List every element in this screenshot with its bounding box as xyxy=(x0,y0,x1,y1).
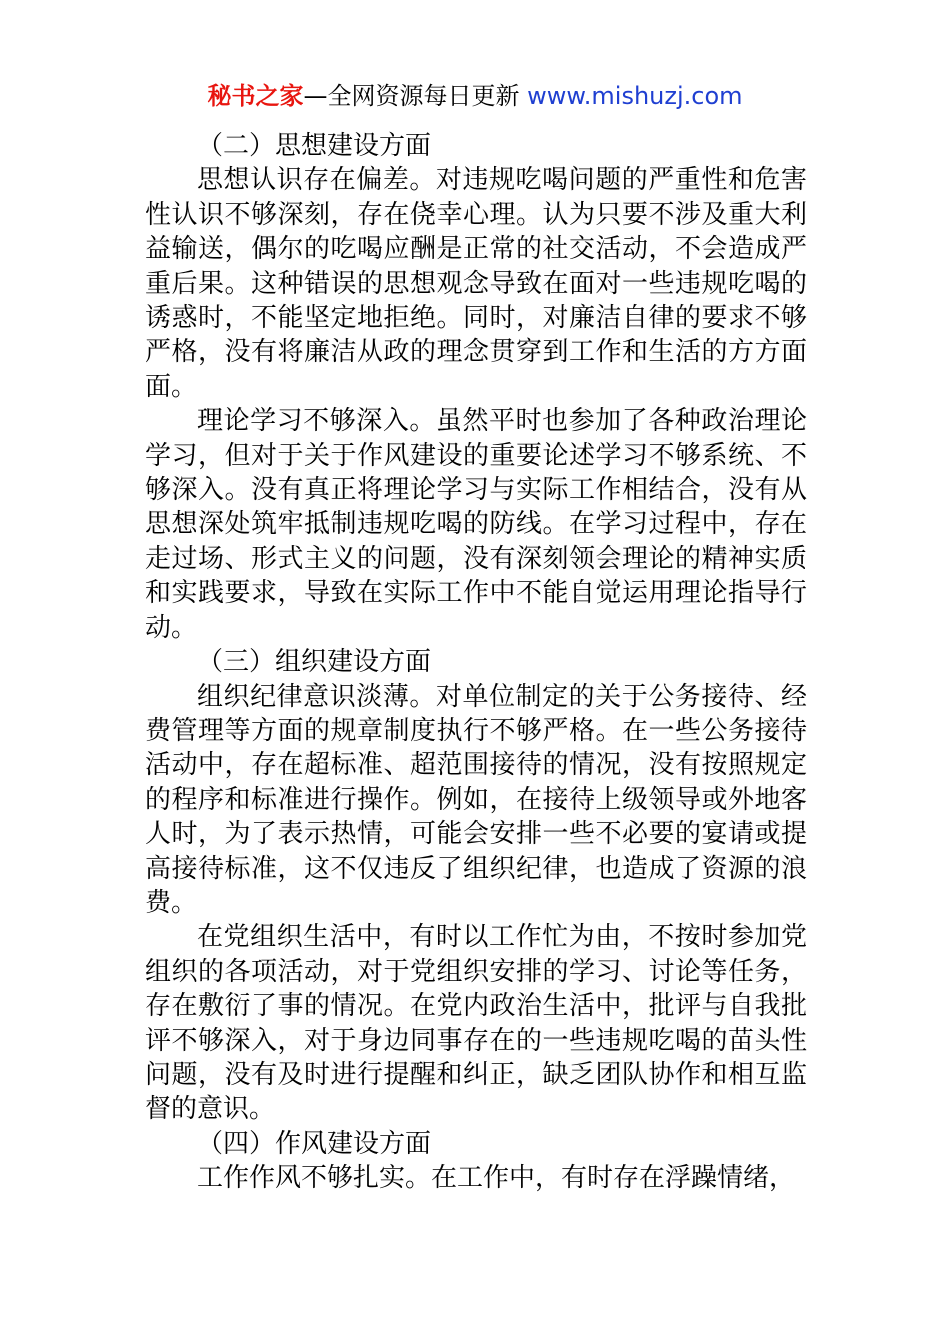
paragraph: 思想认识存在偏差。对违规吃喝问题的严重性和危害性认识不够深刻，存在侥幸心理。认为只要不涉及重大利益输送，偶尔的吃喝应酬是正常的社交活动，不会造成严重后果。这种错误的思想观念导致在面对一些违规吃喝的诱惑时，不能坚定地拒绝。同时，对廉洁自律的要求不够严格，没有将廉洁从政的理念贯穿到工作和生活的方方面面。 xyxy=(145,165,807,402)
section-heading-work-style: （四）作风建设方面 xyxy=(197,1128,432,1159)
document-body xyxy=(145,129,807,1196)
section-heading-ideology: （二）思想建设方面 xyxy=(197,131,432,161)
paragraph: 理论学习不够深入。虽然平时也参加了各种政治理论学习，但对于关于作风建设的重要论述学习不够系统、不够深入。没有真正将理论学习与实际工作相结合，没有从思想深处筑牢抵制违规吃喝的防线。在学习过程中，存在走过场、形式主义的问题，没有深刻领会理论的精神实质和实践要求，导致在实际工作中不能自觉运用理论指导行动。 xyxy=(145,406,807,643)
section-heading-organization: （三）组织建设方面 xyxy=(197,647,432,678)
site-slogan: —全网资源每日更新 xyxy=(303,82,520,110)
site-url-link[interactable]: www.mishuzj.com xyxy=(527,82,743,110)
site-header xyxy=(0,78,950,114)
paragraph: 在党组织生活中，有时以工作忙为由，不按时参加党组织的各项活动，对于党组织安排的学习、讨论等任务，存在敷衍了事的情况。在党内政治生活中，批评与自我批评不够深入，对于身边同事存在的一些违规吃喝的苗头性问题，没有及时进行提醒和纠正，缺乏团队协作和相互监督的意识。 xyxy=(145,922,807,1125)
paragraph: 工作作风不够扎实。在工作中，有时存在浮躁情绪， xyxy=(197,1163,796,1194)
site-brand: 秘书之家 xyxy=(207,82,304,110)
paragraph: 组织纪律意识淡薄。对单位制定的关于公务接待、经费管理等方面的规章制度执行不够严格。在一些公务接待活动中，存在超标准、超范围接待的情况，没有按照规定的程序和标准进行操作。例如，在接待上级领导或外地客人时，为了表示热情，可能会安排一些不必要的宴请或提高接待标准，这不仅违反了组织纪律，也造成了资源的浪费。 xyxy=(145,681,807,918)
